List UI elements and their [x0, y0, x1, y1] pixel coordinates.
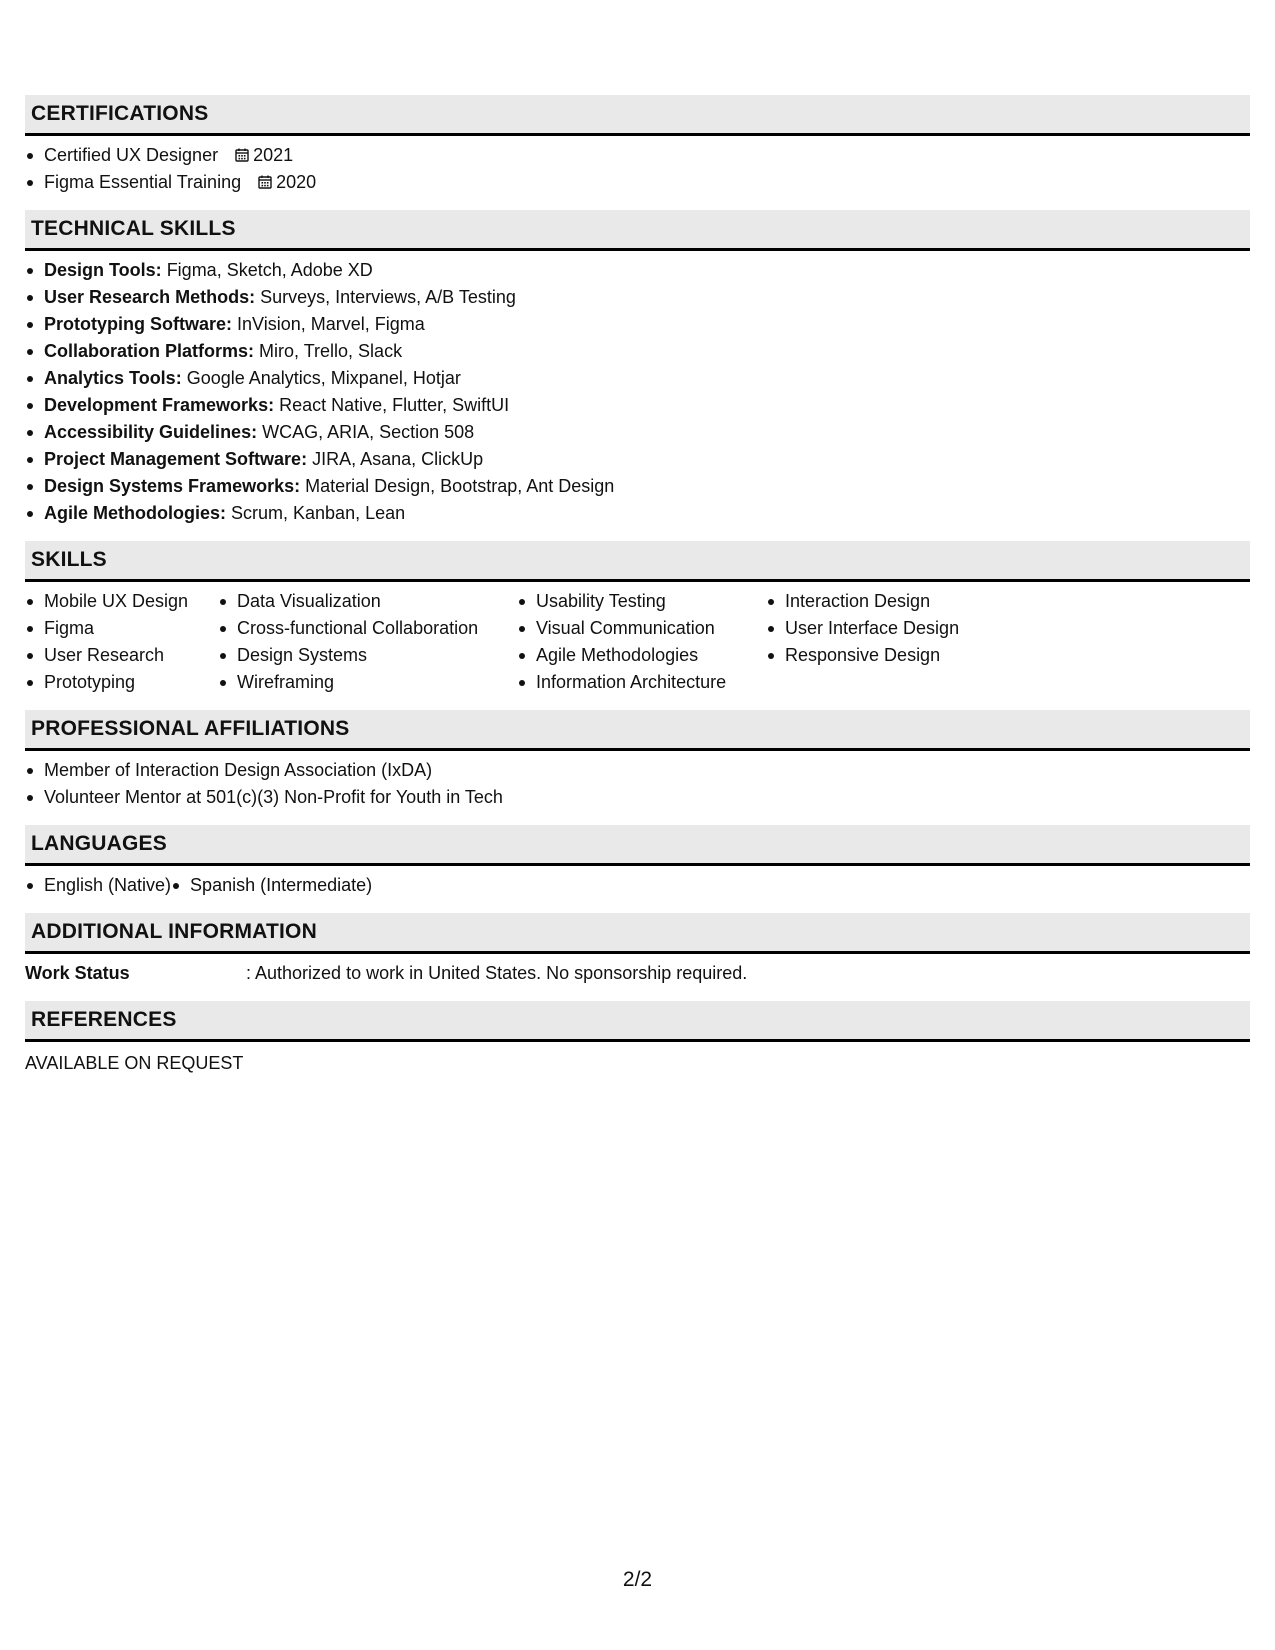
skill-item: Responsive Design: [766, 642, 1026, 669]
skill-values: Miro, Trello, Slack: [259, 341, 403, 361]
skill-item: Agile Methodologies: [517, 642, 766, 669]
technical-skill-item: [25, 365, 1250, 392]
references-title: REFERENCES: [31, 1008, 177, 1031]
technical-skills-title: TECHNICAL SKILLS: [31, 217, 236, 240]
skill-values: Surveys, Interviews, A/B Testing: [260, 287, 516, 307]
language-item: English (Native): [25, 872, 171, 899]
skill-category: Analytics Tools:: [44, 368, 182, 388]
skill-values: React Native, Flutter, SwiftUI: [279, 395, 510, 415]
skill-values: WCAG, ARIA, Section 508: [262, 422, 475, 442]
technical-skill-item: [25, 338, 1250, 365]
languages-section: [25, 825, 1250, 899]
skills-column: [766, 588, 1026, 696]
languages-list: [25, 872, 1250, 899]
skill-item: Figma: [25, 615, 218, 642]
skill-item: Usability Testing: [517, 588, 766, 615]
certification-item: [25, 142, 1250, 169]
technical-skill-item: [25, 473, 1250, 500]
languages-header: [25, 825, 1250, 866]
skill-item: Design Systems: [218, 642, 517, 669]
skills-column: [517, 588, 766, 696]
skill-values: InVision, Marvel, Figma: [237, 314, 425, 334]
work-status-label: Work Status: [25, 963, 130, 983]
affiliations-header: [25, 710, 1250, 751]
skill-category: Prototyping Software:: [44, 314, 232, 334]
skill-category: Agile Methodologies:: [44, 503, 226, 523]
additional-info-header: [25, 913, 1250, 954]
technical-skill-item: [25, 311, 1250, 338]
certification-year: 2020: [276, 172, 317, 192]
technical-skills-header: [25, 210, 1250, 251]
skill-category: User Research Methods:: [44, 287, 256, 307]
resume-page: [25, 95, 1250, 1091]
skill-item: User Interface Design: [766, 615, 1026, 642]
certifications-title: CERTIFICATIONS: [31, 102, 209, 125]
technical-skill-item: [25, 284, 1250, 311]
skills-header: [25, 541, 1250, 582]
skill-item: Data Visualization: [218, 588, 517, 615]
skill-item: Wireframing: [218, 669, 517, 696]
certification-year: 2021: [253, 145, 294, 165]
technical-skill-item: [25, 419, 1250, 446]
skill-item: User Research: [25, 642, 218, 669]
calendar-icon: [235, 148, 249, 162]
references-section: [25, 1001, 1250, 1077]
skill-item: Cross-functional Collaboration: [218, 615, 517, 642]
skill-values: Figma, Sketch, Adobe XD: [166, 260, 373, 280]
references-text: AVAILABLE ON REQUEST: [25, 1053, 244, 1073]
skill-values: JIRA, Asana, ClickUp: [312, 449, 484, 469]
calendar-icon: [258, 175, 272, 189]
skill-category: Design Systems Frameworks:: [44, 476, 301, 496]
skill-category: Design Tools:: [44, 260, 162, 280]
affiliations-list: [25, 757, 1250, 811]
skill-item: Visual Communication: [517, 615, 766, 642]
skills-column: [218, 588, 517, 696]
certifications-list: [25, 142, 1250, 196]
technical-skills-section: [25, 210, 1250, 527]
skills-title: SKILLS: [31, 548, 107, 571]
skill-values: Scrum, Kanban, Lean: [231, 503, 406, 523]
affiliations-section: [25, 710, 1250, 811]
skill-item: Interaction Design: [766, 588, 1026, 615]
certifications-section: [25, 95, 1250, 196]
work-status-value: : Authorized to work in United States. No sponsorship required.: [246, 963, 748, 983]
certifications-header: [25, 95, 1250, 136]
certification-name: Figma Essential Training: [44, 172, 242, 192]
skill-item: Information Architecture: [517, 669, 766, 696]
skills-grid: [25, 588, 1250, 696]
affiliation-item: Member of Interaction Design Association (IxDA): [25, 757, 1250, 784]
technical-skill-item: [25, 257, 1250, 284]
affiliations-title: PROFESSIONAL AFFILIATIONS: [31, 717, 350, 740]
technical-skill-item: [25, 446, 1250, 473]
skill-values: Material Design, Bootstrap, Ant Design: [305, 476, 615, 496]
technical-skills-list: [25, 257, 1250, 527]
language-item: Spanish (Intermediate): [171, 872, 372, 899]
skill-item: Mobile UX Design: [25, 588, 218, 615]
certification-item: [25, 169, 1250, 196]
languages-title: LANGUAGES: [31, 832, 167, 855]
work-status-row: [25, 960, 1250, 987]
skills-section: [25, 541, 1250, 696]
skills-column: [25, 588, 218, 696]
additional-info-section: [25, 913, 1250, 987]
page-number: 2/2: [622, 1568, 653, 1591]
skill-item: Prototyping: [25, 669, 218, 696]
technical-skill-item: [25, 392, 1250, 419]
technical-skill-item: [25, 500, 1250, 527]
skill-category: Project Management Software:: [44, 449, 308, 469]
skill-category: Accessibility Guidelines:: [44, 422, 258, 442]
skill-values: Google Analytics, Mixpanel, Hotjar: [186, 368, 461, 388]
skill-category: Development Frameworks:: [44, 395, 275, 415]
certification-name: Certified UX Designer: [44, 145, 219, 165]
affiliation-item: Volunteer Mentor at 501(c)(3) Non-Profit for Youth in Tech: [25, 784, 1250, 811]
additional-info-title: ADDITIONAL INFORMATION: [31, 920, 317, 943]
skill-category: Collaboration Platforms:: [44, 341, 255, 361]
references-header: [25, 1001, 1250, 1042]
